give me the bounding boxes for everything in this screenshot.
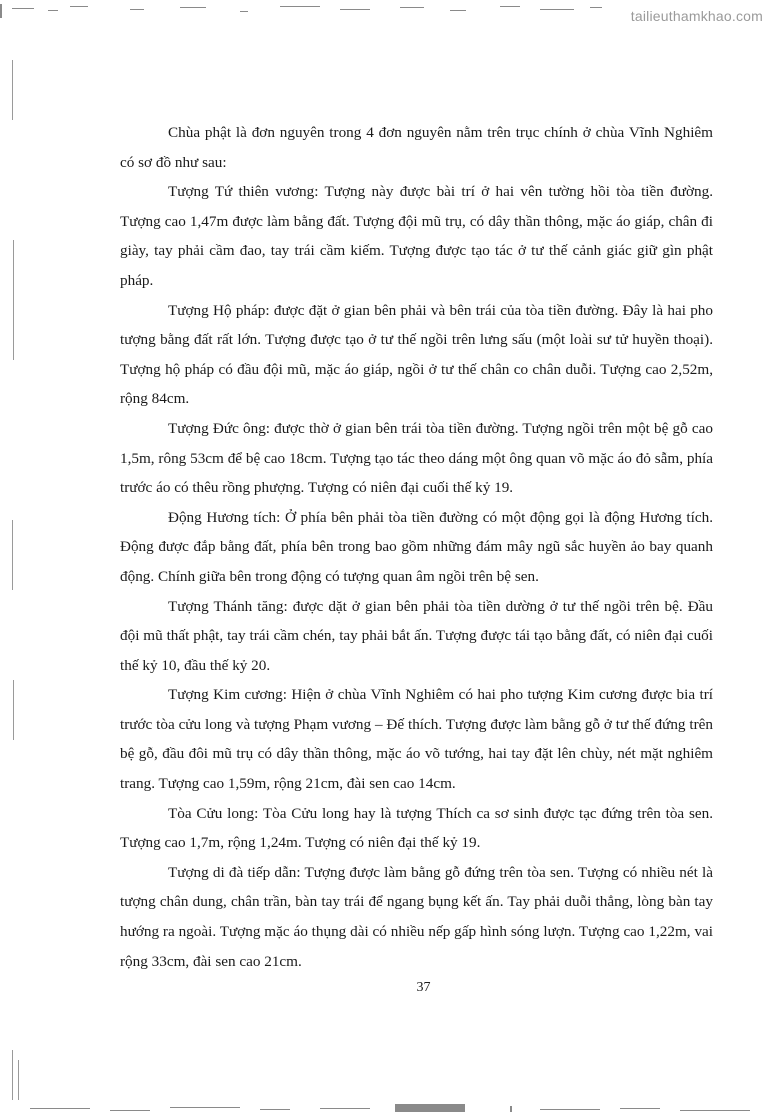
paragraph-intro: Chùa phật là đơn nguyên trong 4 đơn nguyên nằm trên trục chính ở chùa Vĩnh Nghiêm có sơ đồ như sau: xyxy=(120,124,713,171)
scan-noise-left xyxy=(0,0,30,1116)
paragraph-di-da-tiep-dan: Tượng di đà tiếp dẫn: Tượng được làm bằng gỗ đứng trên tòa sen. Tượng có nhiều nét là tượng chân dung, chân trần, bàn tay trái để ngang bụng kết ấn. Tay phải duỗi thẳng, lòng bàn tay hướng ra ngoài. Tượng mặc áo thụng dài có nhiều nếp gấp hình sóng lượn. Tượng cao 1,22m, vai rộng 33cm, đài sen cao 21cm. xyxy=(120,863,713,970)
paragraph-tu-thien-vuong: Tượng Tứ thiên vương: Tượng này được bài trí ở hai vên tường hồi tòa tiền đường. Tượng cao 1,47m được làm bằng đất. Tượng đội mũ trụ, có dây thần thông, mặc áo giáp, chân đi giày, tay phải cầm đao, tay trái cầm kiếm. Tượng được tạo tác ở tư thế cảnh giác giữ gìn phật pháp. xyxy=(120,183,713,289)
paragraph-dong-huong-tich: Động Hương tích: Ở phía bên phải tòa tiền đường có một động gọi là động Hương tích. Động được đắp bằng đất, phía bên trong bao gồm những đám mây ngũ sắc huyền ảo bay quanh động. Chính giữa bên trong động có tượng quan âm ngồi trên bệ sen. xyxy=(120,508,713,585)
paragraph-ho-phap: Tượng Hộ pháp: được đặt ở gian bên phải và bên trái của tòa tiền đường. Đây là hai pho tượng bằng đất rất lớn. Tượng được tạo ở tư thế ngồi trên lưng sấu (một loài sư tử huyền thoại). Tượng hộ pháp có đầu đội mũ, mặc áo giáp, ngồi ở tư thế chân co chân duỗi. Tượng cao 2,52m, rộng 84cm. xyxy=(120,301,713,408)
paragraph-toa-cuu-long: Tòa Cửu long: Tòa Cửu long hay là tượng Thích ca sơ sinh được tạc đứng trên tòa sen. Tượng cao 1,7m, rộng 1,24m. Tượng có niên đại thế kỷ 19. xyxy=(120,804,713,852)
document-body xyxy=(120,118,713,976)
paragraph-kim-cuong: Tượng Kim cương: Hiện ở chùa Vĩnh Nghiêm có hai pho tượng Kim cương được bia trí trước tòa cửu long và tượng Phạm vương – Đế thích. Tượng được làm bằng gỗ ở tư thế đứng trên bệ gỗ, đầu đôi mũ trụ có dây thần thông, mặc áo võ tướng, hai tay đặt lên chùy, nét mặt nghiêm trang. Tượng cao 1,59m, rộng 21cm, đài sen cao 14cm. xyxy=(120,686,713,793)
paragraph-duc-ong: Tượng Đức ông: được thờ ở gian bên trái tòa tiền đường. Tượng ngồi trên một bệ gỗ cao 1,5m, rông 53cm để bệ cao 18cm. Tượng tạo tác theo dáng một ông quan võ mặc áo đỏ sẫm, phía trước áo có thêu rồng phượng. Tượng có niên đại cuối thế kỷ 19. xyxy=(120,419,713,497)
scan-noise-bottom xyxy=(0,1100,775,1116)
watermark: tailieuthamkhao.com xyxy=(630,8,763,24)
paragraph-thanh-tang: Tượng Thánh tăng: được dặt ở gian bên phải tòa tiền dường ở tư thế ngồi trên bệ. Đầu đội mũ thất phật, tay trái cầm chén, tay phải bắt ấn. Tượng được tái tạo bằng đất, có niên đại cuối thế kỷ 10, đầu thế kỷ 20. xyxy=(120,597,713,674)
page-number: 37 xyxy=(416,980,431,995)
